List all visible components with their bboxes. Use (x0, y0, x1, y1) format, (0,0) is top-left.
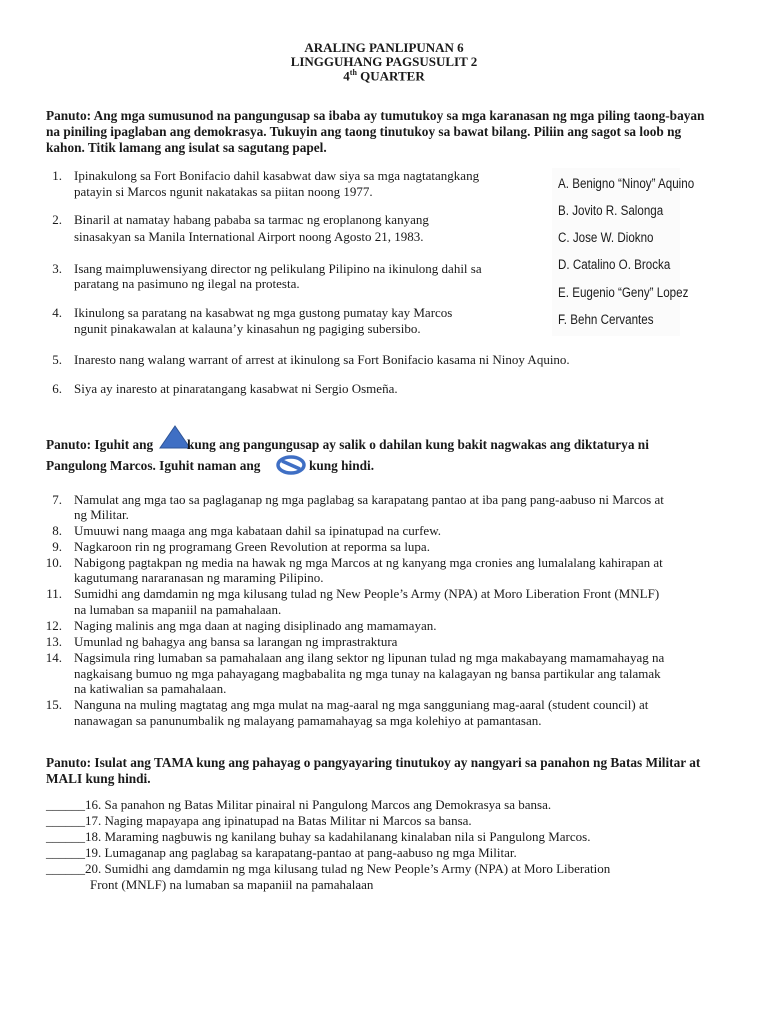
item-line: paratang na pasimuno ng ilegal na protesta. (74, 276, 300, 291)
item-line: Inaresto nang walang warrant of arrest at ikinulong sa Fort Bonifacio kasama ni Ninoy Aquino. (74, 352, 570, 367)
item-number: 9. (52, 539, 62, 554)
choice-e: E. Eugenio “Geny” Lopez (558, 285, 689, 300)
item-line: Nanguna na muling magtatag ang mga mulat na mag-aaral ng mga sangguniang mag-aaral (student council) at (74, 697, 649, 712)
true-false-item: ______20. Sumidhi ang damdamin ng mga kilusang tulad ng New People’s Army (NPA) at Moro Liberation (46, 861, 611, 876)
section2-instruction-part3: Pangulong Marcos. Iguhit naman ang (46, 458, 261, 473)
true-false-item: ______18. Maraming nagbuwis ng kanilang buhay sa kadahilanang kinalaban nila si Pangulong Marcos. (46, 829, 591, 844)
item-line: sinasakyan sa Manila International Airport noong Agosto 21, 1983. (74, 229, 424, 244)
item-line: Umunlad ng bahagya ang bansa sa larangan ng imprastraktura (74, 634, 398, 649)
section3-instruction: Panuto: Isulat ang TAMA kung ang pahayag o pangyayaring tinutukoy ay nangyari sa panahon ng Batas Militar at MALI kung hindi. (46, 755, 701, 786)
item-line: ng Militar. (74, 507, 129, 522)
item-line: Ipinakulong sa Fort Bonifacio dahil kasabwat daw siya sa mga nagtatangkang (74, 168, 480, 183)
item-number: 5. (52, 352, 62, 367)
item-line: nagkaisang bumuo ng mga pahayagang magbabalita ng mga tunay na kalagayan ng bansa partikular ang talamak (74, 666, 661, 681)
item-line: Nagsimula ring lumaban sa pamahalaan ang ilang sektor ng lipunan tulad ng mga makabayang mamamahayag na (74, 650, 665, 665)
answer-choices-box (552, 168, 695, 336)
section2-instruction-part1: Panuto: Iguhit ang (46, 437, 154, 452)
true-false-item: ______17. Naging mapayapa ang ipinatupad na Batas Militar ni Marcos sa bansa. (46, 813, 472, 828)
item-line: nanawagan sa panunumbalik ng malayang pamamahayag sa mga kolehiyo at pamantasan. (74, 713, 542, 728)
quarter-word: QUARTER (360, 68, 425, 84)
choice-d: D. Catalino O. Brocka (558, 257, 671, 272)
choice-c: C. Jose W. Diokno (558, 230, 654, 245)
quarter-number: 4 (343, 68, 350, 84)
item-number: 8. (52, 523, 62, 538)
item-line: Naging malinis ang mga daan at naging disiplinado ang mamamayan. (74, 618, 437, 633)
document-subtitle: LINGGUHANG PAGSUSULIT 2 (290, 54, 478, 69)
section1-instruction (46, 108, 706, 156)
item-line: Sumidhi ang damdamin ng mga kilusang tulad ng New People’s Army (NPA) at Moro Liberation Front (MNLF) (74, 586, 660, 601)
item-line: Binaril at namatay habang pababa sa tarmac ng eroplanong kanyang (74, 212, 429, 227)
true-false-item: ______19. Lumaganap ang paglabag sa karapatang-pantao at pang-aabuso ng mga Militar. (46, 845, 517, 860)
true-false-item: ______16. Sa panahon ng Batas Militar pinairal ni Pangulong Marcos ang Demokrasya sa bansa. (46, 797, 552, 812)
item-number: 13. (45, 634, 62, 649)
item-line: na lumaban sa mapaniil na pamahalaan. (74, 602, 282, 617)
item-line: Ikinulong sa paratang na kasabwat ng mga gustong pumatay kay Marcos (74, 305, 453, 320)
item-line: na katiwalian sa pamahalaan. (74, 681, 227, 696)
item-number: 1. (52, 168, 62, 183)
item-line: Siya ay inaresto at pinaratangang kasabwat ni Sergio Osmeña. (74, 381, 398, 396)
true-false-item-continuation: Front (MNLF) na lumaban sa mapaniil na pamahalaan (90, 877, 374, 892)
item-number: 2. (52, 212, 62, 227)
item-number: 15. (45, 697, 62, 712)
choice-a: A. Benigno “Ninoy” Aquino (558, 176, 695, 191)
item-number: 12. (45, 618, 62, 633)
item-line: Umuuwi nang maaga ang mga kabataan dahil sa ipinatupad na curfew. (74, 523, 441, 538)
item-number: 4. (52, 305, 62, 320)
section2-instruction-part4: kung hindi. (309, 458, 375, 473)
item-line: Nabigong pagtakpan ng media na hawak ng mga Marcos at ng kanyang mga cronies ang lumalalang kahirapan at (74, 555, 663, 570)
item-number: 14. (45, 650, 62, 665)
document-title: ARALING PANLIPUNAN 6 (304, 40, 464, 55)
item-number: 7. (52, 492, 62, 507)
section2-instruction-part2: kung ang pangungusap ay salik o dahilan kung bakit nagwakas ang diktaturya ni (187, 437, 649, 452)
item-number: 11. (46, 586, 62, 601)
instruction-label: Panuto (46, 108, 87, 123)
item-number: 10. (45, 555, 62, 570)
item-line: Isang maimpluwensiyang director ng pelikulang Pilipino na ikinulong dahil sa (74, 261, 482, 276)
item-number: 3. (52, 261, 62, 276)
item-number: 6. (52, 381, 62, 396)
quarter-label (0, 68, 768, 84)
choice-b: B. Jovito R. Salonga (558, 203, 664, 218)
instruction-text: : Ang mga sumusunod na pangungusap sa ibaba ay tumutukoy sa mga karanasan ng mga piling taong-bayan na piniling ipaglaban ang demokrasya. Tukuyin ang taong tinutukoy sa bawat bilang. Piliin ang sagot sa loob ng kahon. Titik lamang ang isulat sa sagutang papel. (46, 108, 705, 155)
item-line: Namulat ang mga tao sa paglaganap ng mga paglabag sa karapatang pantao at iba pang pang-aabuso ni Marcos at (74, 492, 664, 507)
item-line: kagutumang nararanasan ng maraming Pilipino. (74, 570, 324, 585)
item-line: ngunit pinakawalan at kalauna’y kinasahun ng pagiging subersibo. (74, 321, 421, 336)
choice-f: F. Behn Cervantes (558, 312, 654, 327)
item-line: patayin si Marcos ngunit nakatakas sa piitan noong 1977. (74, 184, 373, 199)
prohibition-icon (276, 455, 306, 475)
item-line: Nagkaroon rin ng programang Green Revolution at reporma sa lupa. (74, 539, 430, 554)
quarter-suffix: th (349, 68, 357, 77)
